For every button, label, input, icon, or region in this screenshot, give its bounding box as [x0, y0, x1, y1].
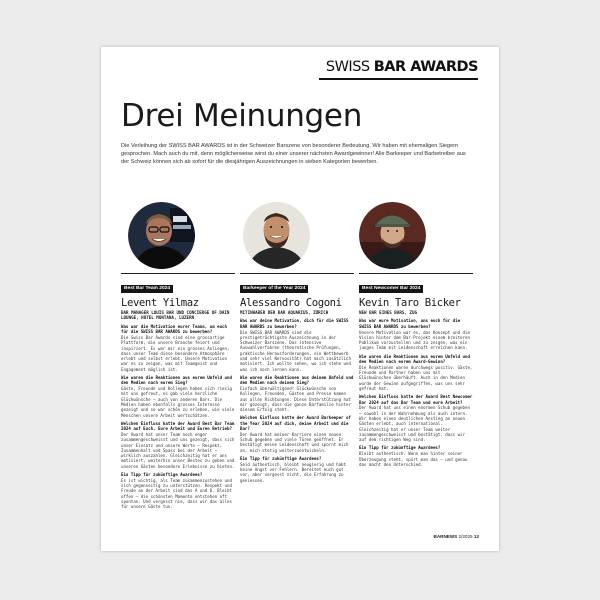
intro-paragraph: Die Verleihung der SWISS BAR AWARDS ist in der Schweizer Barszene von besonderer Bedeutung. Wir haben mit ehemaligen Siegern gesprochen. Mach auch du mit, denn möglicherweise wirst du einer unserer nächsten Awardgewinner! Alle Barkeeper und Barbetreiber aus der Schweiz können sich ab sofort für die diesjährigen Auszeichnungen in sieben Kategorien bewerben.: [121, 143, 466, 166]
question: Ein Tipp für zukünftige Awardees?: [240, 456, 322, 462]
category-badge: Best Newcomer Bar 2024: [359, 285, 423, 293]
footer-publication: BARNEWS: [433, 534, 458, 539]
question: Welchen Einfluss hatte der Award Best Newcomer Bar 2024 auf das Bar Team und eure Arbeit?: [359, 394, 473, 405]
answer: Die Reaktionen waren durchwegs positiv. Gäste, Freunde und Partner haben uns mit Glückwünschen überhäuft. Auch in den Medien wurde der Gewinn aufgegriffen, was uns sehr gefreut hat.: [359, 364, 473, 391]
answer: Die Swiss Bar Awards sind eine grossartige Plattform, die unsere Branche feiert und inspiriert. Es war mir ein grosses Anliegen, dass unser Team diese besondere Atmosphäre erlebt und selbst erlebt. Unsere Motivation war es zu zeigen, was mit Teamgeist und Engagement möglich ist.: [121, 334, 230, 372]
magazine-page: [101, 47, 499, 551]
question: Was war die Motivation eurer Teams, um euch für die SWISS BAR AWARDS zu bewerben?: [121, 323, 227, 335]
interview-column-2: [240, 273, 354, 533]
question: Ein Tipp für zukünftige Awardees?: [121, 472, 203, 478]
brand-logo-bold: BAR AWARDS: [373, 59, 478, 75]
answer: Gäste, Freunde und Kollegen haben sich riesig mit uns gefreut, es gab viele herzliche Glückwünsche – auch von anderen Bars. Die Medien haben ebenfalls grosses Interesse gezeigt und so war schön zu erleben, wie viele Menschen unsere Arbeit wertschätzen.: [121, 386, 235, 418]
brand-logo-thin: SWISS: [325, 59, 370, 75]
category-badge: Barkeeper of the Year 2024: [240, 285, 308, 293]
page-footer: [434, 534, 479, 539]
question: Welchen Einfluss hatte der Award Barkeeper of the Year 2024 auf dich, deine Arbeit und die Bar?: [240, 415, 351, 432]
answer: Bleibt authentisch. Wenn man hinter seiner Überzeugung steht, spürt man das – und genau das macht den Unterschied.: [359, 451, 468, 467]
column-rule: [359, 273, 473, 274]
question: Ein Tipp für zukünftige Awardees?: [359, 445, 441, 451]
answer: Einfach überwältigend! Glückwünsche von Kollegen, Freunden, Gästen und Presse kamen aus allen Richtungen. Diese Unterstützung hat mir gezeigt, dass die ganze Barfamilie hinter diesem Erfolg steht.: [240, 385, 351, 413]
answer: Der Award hat meiner Karriere einen neuen Schub gegeben und viele Türen geöffnet. Er bestätigt meine Leidenschaft und spornt mich an, mich stetig weiterzuentwickeln.: [240, 431, 349, 453]
interviewee-role: BAR MANAGER LOUIS BAR UND CONCIERGE OF DAIN LOUNGE, HOTEL MONTANA, LUZERN: [121, 310, 230, 321]
question: Wie waren die Reaktionen aus eurem Umfeld und den Medien nach eurem Sieg?: [121, 374, 232, 386]
footer-issue: 2/2025: [458, 534, 473, 539]
question: Wie waren die Reaktionen aus eurem Umfeld und den Medien nach eurem Award-Gewinn?: [359, 353, 470, 364]
interview-column-3: [359, 273, 473, 533]
question: Welchen Einfluss hatte der Award Best Bar Team 2024 auf Euch, Eure Arbeit und Euren Betrieb?: [121, 420, 235, 432]
answer: Seid authentisch, bleibt neugierig und habt keine Angst vor Fehlern. Bereitet euch gut vor, aber vergesst nicht, die Erfahrung zu geniessen.: [240, 461, 346, 483]
question: Wie waren die Reaktionen aus deinem Umfeld und den Medien nach deinem Sieg?: [240, 374, 354, 386]
question: Was war eure Motivation, uns euch für die SWISS BAR AWARDS zu bewerben?: [359, 318, 461, 329]
interviewee-name: Levent Yilmaz: [121, 297, 199, 309]
footer-page-number: 13: [473, 534, 479, 539]
question: Was war deine Motivation, dich für die SWISS BAR AWARDS zu bewerben?: [240, 318, 349, 329]
interviewee-role: MITINHABER DER BAR AQUARIUS, ZÜRICH: [240, 310, 329, 315]
interviewee-name: Alessandro Cogoni: [240, 297, 342, 309]
interview-column-1: [121, 273, 235, 533]
answer: Der Award hat unser Team noch enger zusammengeschweisst und uns gezeigt, dass sich unser Einsatz und unsere Werte – Respekt, Zusammenhalt und Spass bei der Arbeit – wirklich auszahlen. Gleichzeitig hat er uns motiviert, weiterhin unser Bestes zu geben und unseren Gästen besondere Erlebnisse zu bieten.: [121, 431, 235, 469]
category-badge: Best Bar Team 2024: [121, 285, 173, 293]
portrait-levent-yilmaz: [128, 202, 195, 269]
column-rule: [240, 273, 354, 274]
portrait-kevin-taro-bicker: [359, 202, 426, 269]
answer: Der Award hat uns einen enormen Schub gegeben – sowohl in der Wahrnehmung als auch intern. Wir haben einen deutlichen Anstieg an neuen Gästen erlebt, auch international. Gleichzeitig hat er unser Team weiter zusammengeschweisst und bestätigt, dass wir auf dem richtigen Weg sind.: [359, 405, 470, 443]
interviewee-role: NEW BAR EINES BARS, ZUG: [359, 310, 417, 315]
column-rule: [121, 273, 235, 274]
brand-underline: [319, 78, 478, 80]
answer: Unsere Motivation war es, das Konzept und die Vision hinter dem Bar-Projekt einem breiteren Publikum vorzustellen und zu zeigen, was ein junges Team mit Leidenschaft erreichen kann.: [359, 329, 470, 351]
brand-logo: [326, 59, 478, 75]
answer: Es ist wichtig, als Team zusammenzustehen und sich gegenseitig zu unterstützen. Respekt und Freude an der Arbeit sind das A und O. Bleibt offen – die schönsten Momente entstehen oft spontan. Und vergesst nie, dass wir das alles für unsere Gäste tun.: [121, 477, 232, 510]
interviewee-name: Kevin Taro Bicker: [359, 297, 461, 309]
answer: Die SWISS BAR AWARDS sind die prestigeträchtigste Auszeichnung in der Schweizer Barszene. Das intensive Auswahlverfahren (theoretische Prüfungen, praktische Herausforderungen, ein Wettbewerb und sehr viel Nervosität) hat mich zusätzlich motiviert. Ich wollte sehen, wo ich stehe und was ich noch lernen kann.: [240, 329, 351, 372]
page-title: Drei Meinungen: [121, 98, 363, 134]
portrait-alessandro-cogoni: [243, 202, 310, 269]
